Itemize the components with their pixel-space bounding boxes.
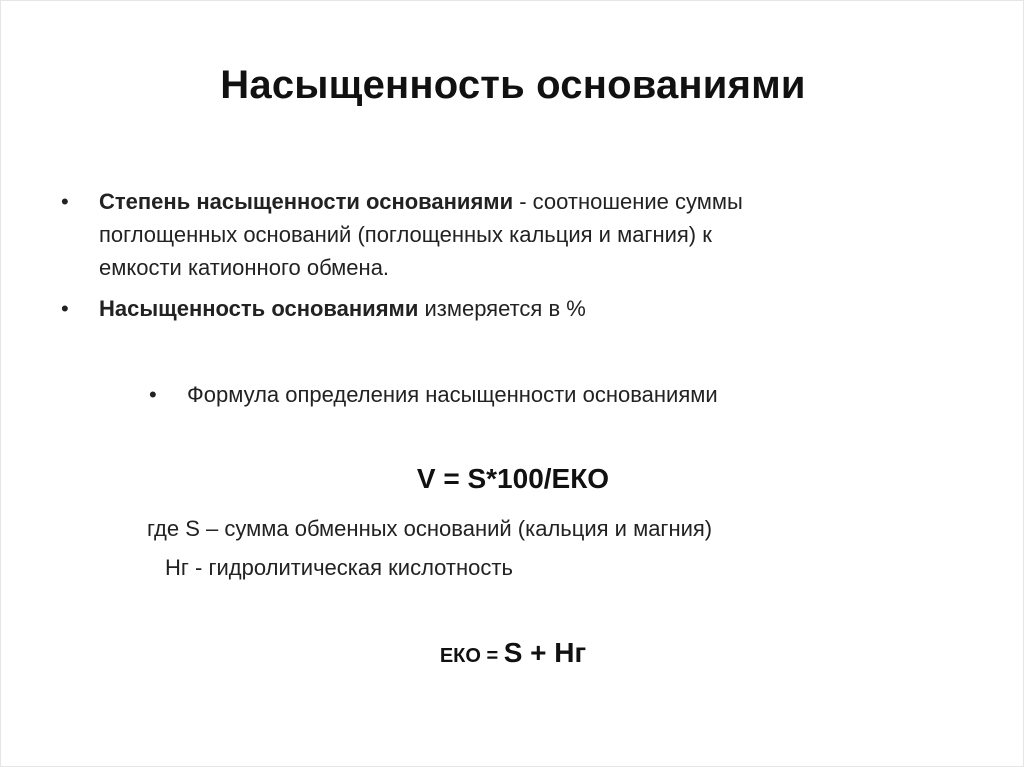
bullet-item-measure xyxy=(61,292,961,325)
bullet-list xyxy=(61,185,961,333)
formula-eko-prefix: ЕКО = xyxy=(439,645,504,667)
slide-title: Насыщенность основаниями xyxy=(220,63,806,107)
where-line-s: где S – сумма обменных оснований (кальция и магния) xyxy=(147,516,713,541)
bullet-dot-icon: • xyxy=(61,296,69,321)
measure-term: Насыщенность основаниями xyxy=(99,296,419,321)
bullet-dot-icon: • xyxy=(149,382,157,407)
definition-term: Степень насыщенности основаниями xyxy=(99,189,514,214)
formula-main: V = S*100/ЕКО xyxy=(416,463,610,494)
formula-eko-expression: S + Нг xyxy=(503,637,587,668)
definition-text-line2: поглощенных оснований (поглощенных кальция и магния) к xyxy=(99,222,712,247)
definition-text-line1: - соотношение суммы xyxy=(513,189,743,214)
formula-intro-text: Формула определения насыщенности основаниями xyxy=(187,382,718,407)
bullet-dot-icon: • xyxy=(61,189,69,214)
bullet-item-definition xyxy=(61,185,961,284)
definition-text-line3: емкости катионного обмена. xyxy=(99,255,390,280)
formula-intro xyxy=(149,378,718,411)
formula-eko xyxy=(1,637,1024,669)
measure-text: измеряется в % xyxy=(418,296,586,321)
where-line-ng: Нг - гидролитическая кислотность xyxy=(165,555,513,580)
